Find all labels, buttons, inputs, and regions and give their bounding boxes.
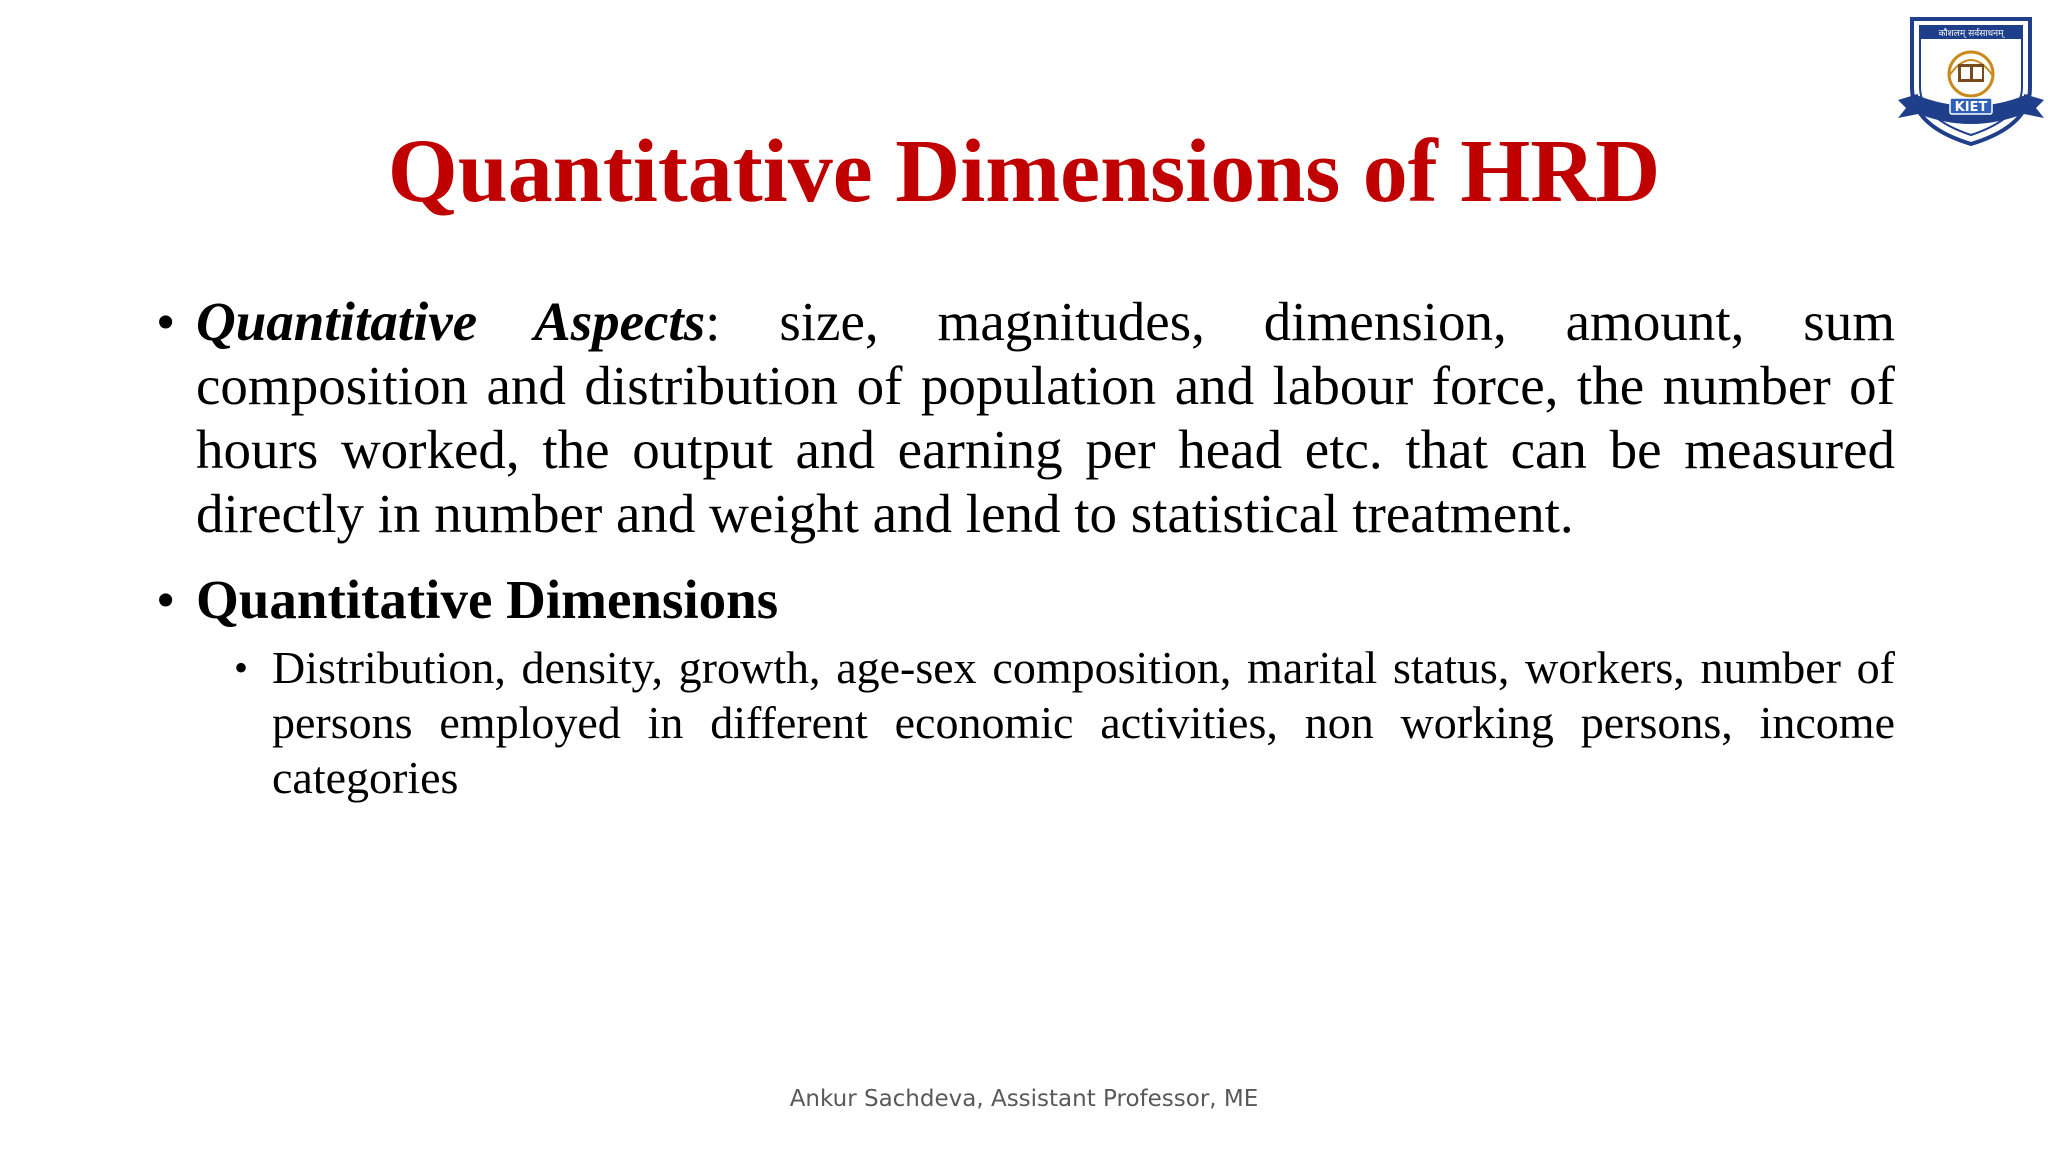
logo-banner-text: KIET bbox=[1954, 100, 1988, 115]
bullet-quantitative-aspects bbox=[150, 290, 1895, 546]
bullet-marker: • bbox=[156, 569, 176, 630]
slide-footer: Ankur Sachdeva, Assistant Professor, ME bbox=[789, 1086, 1259, 1112]
slide-title: Quantitative Dimensions of HRD bbox=[387, 122, 1661, 221]
bullet-list bbox=[150, 290, 1895, 805]
aspects-text: : size, magnitudes, dimension, amount, sum composition and distribution of population and labour force, the number of hours worked, the output and earning per head etc. that can be measured directly in number and weight and lend to statistical treatment. bbox=[196, 291, 1895, 544]
bullet-marker: • bbox=[156, 291, 176, 352]
sub-bullet-list bbox=[196, 640, 1895, 805]
logo-motto-text: कौशलम् सर्वसाधनम् bbox=[1938, 29, 2004, 39]
dimensions-heading: Quantitative Dimensions bbox=[196, 569, 779, 630]
dimensions-text: Distribution, density, growth, age-sex composition, marital status, workers, number of persons employed in different economic activities, non working persons, income categories bbox=[272, 642, 1895, 803]
bullet-quantitative-dimensions bbox=[150, 568, 1895, 805]
aspects-term: Quantitative Aspects bbox=[196, 291, 706, 352]
sub-bullet-dimensions bbox=[196, 640, 1895, 805]
sub-bullet-marker: • bbox=[234, 645, 249, 690]
